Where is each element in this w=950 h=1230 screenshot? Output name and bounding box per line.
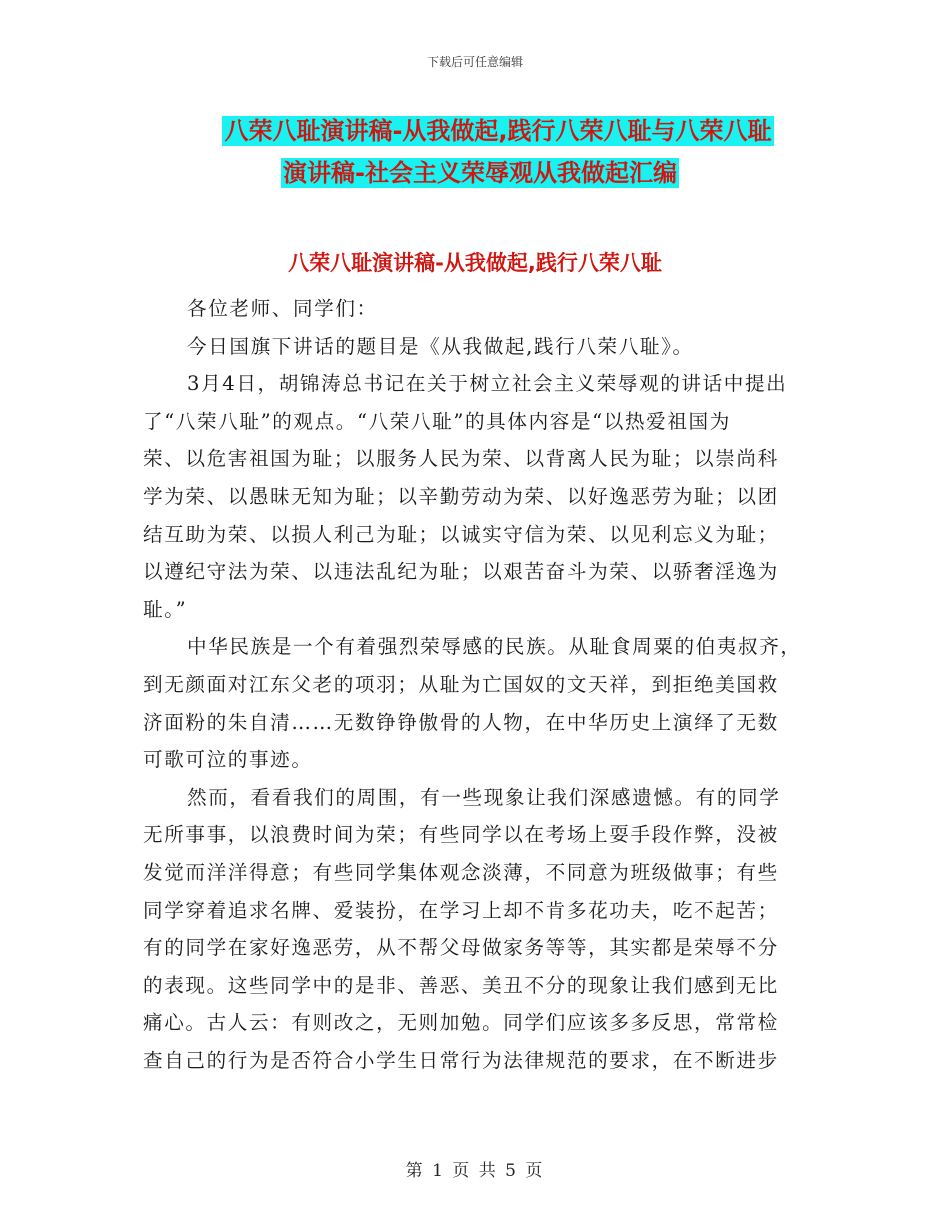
text-line: 今日国旗下讲话的题目是《从我做起,践行八荣八耻》。 <box>187 334 694 358</box>
text-line: 3月4日，胡锦涛总书记在关于树立社会主义荣辱观的讲话中提出 <box>187 372 788 396</box>
text-line: 荣、以危害祖国为耻；以服务人民为荣、以背离人民为耻；以崇尚科 <box>143 447 779 471</box>
text-line: 耻。” <box>143 597 188 621</box>
text-line: 的表现。这些同学中的是非、善恶、美丑不分的现象让我们感到无比 <box>143 973 779 997</box>
text-line: 查自己的行为是否符合小学生日常行为法律规范的要求，在不断进步 <box>143 1048 779 1072</box>
section-subtitle: 八荣八耻演讲稿-从我做起,践行八荣八耻 <box>288 251 662 275</box>
text-line: 同学穿着追求名牌、爱装扮，在学习上却不肯多花功夫，吃不起苦； <box>143 898 779 922</box>
text-line: 可歌可泣的事迹。 <box>143 748 313 772</box>
title-highlight: 演讲稿-社会主义荣辱观从我做起汇编 <box>283 159 677 187</box>
text-line: 中华民族是一个有着强烈荣辱感的民族。从耻食周粟的伯夷叔齐， <box>187 635 802 659</box>
text-line: 各位老师、同学们： <box>187 297 378 320</box>
text-line: 然而，看看我们的周围，有一些现象让我们深感遗憾。有的同学 <box>187 785 781 809</box>
page-header-note: 下载后可任意编辑 <box>426 55 523 69</box>
text-line: 以遵纪守法为荣、以违法乱纪为耻；以艰苦奋斗为荣、以骄奢淫逸为 <box>143 560 779 584</box>
text-line: 无所事事，以浪费时间为荣；有些同学以在考场上耍手段作弊，没被 <box>143 823 779 847</box>
page-footer: 第 1 页 共 5 页 <box>405 1161 545 1181</box>
text-line: 到无颜面对江东父老的项羽；从耻为亡国奴的文天祥，到拒绝美国救 <box>143 672 779 696</box>
text-line: 结互助为荣、以损人利己为耻；以诚实守信为荣、以见利忘义为耻； <box>143 522 779 546</box>
text-line: 痛心。古人云：有则改之，无则加勉。同学们应该多多反思，常常检 <box>143 1011 779 1035</box>
document-title-line-2 <box>5 155 950 191</box>
title-highlight: 八荣八耻演讲稿-从我做起,践行八荣八耻与八荣八耻 <box>224 117 772 145</box>
text-line: 了“八荣八耻”的观点。“八荣八耻”的具体内容是“以热爱祖国为 <box>143 409 731 433</box>
text-line: 有的同学在家好逸恶劳，从不帮父母做家务等等，其实都是荣辱不分 <box>143 936 779 960</box>
text-line: 济面粉的朱自清……无数铮铮傲骨的人物，在中华历史上演绎了无数 <box>143 710 779 734</box>
text-line: 发觉而洋洋得意；有些同学集体观念淡薄，不同意为班级做事；有些 <box>143 860 779 884</box>
body-text <box>143 290 811 1079</box>
text-line: 学为荣、以愚昧无知为耻；以辛勤劳动为荣、以好逸恶劳为耻；以团 <box>143 484 779 508</box>
document-title-line-1 <box>23 113 950 149</box>
